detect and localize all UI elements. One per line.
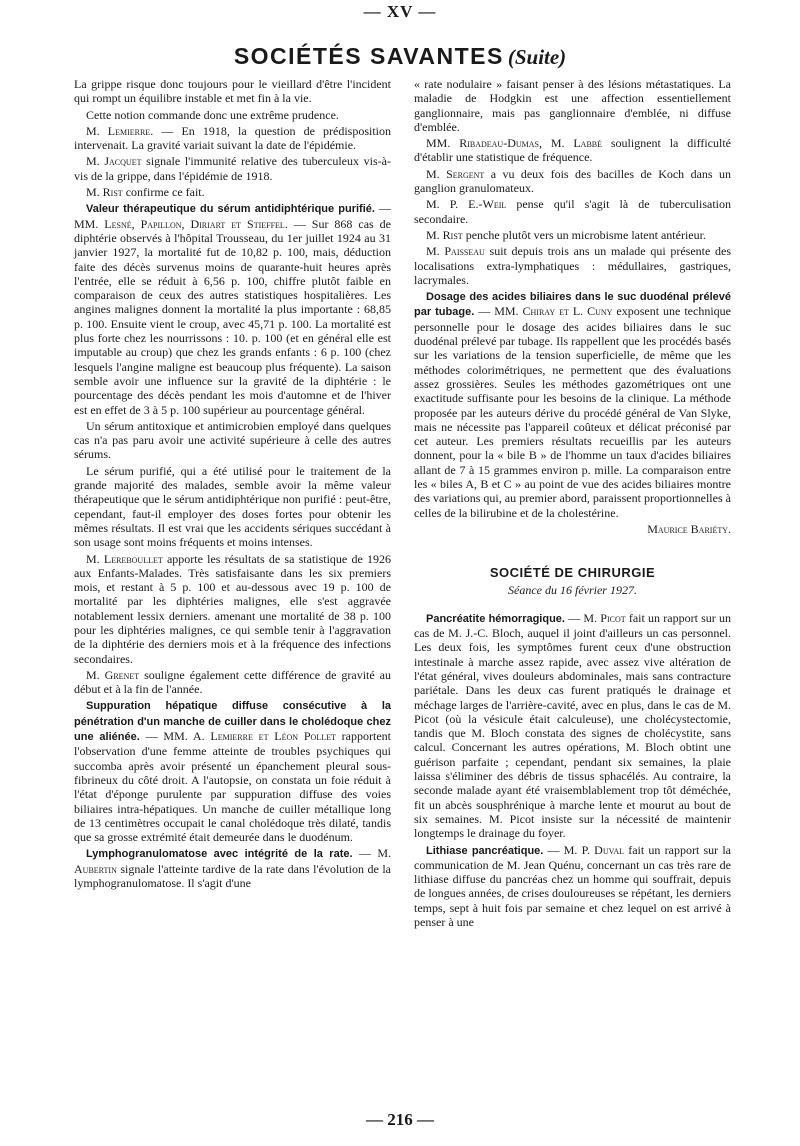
paragraph [414, 228, 731, 242]
article-title: Lithiase pancréatique. [426, 844, 544, 857]
paragraph [414, 136, 731, 165]
article [414, 289, 731, 520]
speaker-name: Aubertin [74, 861, 117, 876]
paragraph-text: suit depuis trois ans un malade qui présente des localisations extra-lymphatiques : médullaires, gastriques, lacrymales. [414, 244, 732, 287]
paragraph [414, 197, 731, 226]
paragraph-text: penche plutôt vers un microbisme latent antérieur. [462, 227, 706, 242]
article [414, 611, 731, 841]
article-text: signale l'atteinte tardive de la rate dans l'évolution de la lymphogranulomatose. Il s'agit d'une [74, 861, 391, 891]
article-title: Lymphogranulomatose avec intégrité de la rate. [86, 848, 353, 861]
speaker-name: M. P. E.-Weil [426, 197, 507, 212]
paragraph-text: confirme ce fait. [122, 185, 205, 200]
article-authors: — M. Picot [564, 610, 626, 625]
speaker-name: M. Rist [86, 185, 123, 200]
paragraph-text: pense qu'il s'agit là de tuberculisation secondaire. [414, 197, 732, 226]
paragraph [74, 552, 391, 666]
speaker-name: M. Lemierre. [86, 123, 154, 138]
article-authors: — MM. A. Lemierre et Léon Pollet [139, 729, 336, 744]
paragraph-text: — En 1918, la question de prédisposition intervenait. La gravité variait suivant la date de l'épidémie. [74, 123, 392, 153]
paragraph: Un sérum antitoxique et antimicrobien employé dans quelques cas n'a pas paru avoir une activité supérieure à celle des autres sérums. [74, 418, 391, 462]
article-text: — Sur 868 cas de diphtérie observés à l'hôpital Trousseau, du 1er juillet 1924 au 31 janvier 1927, la mortalité fut de 10,82 p. 100, mais, déduction faite des décès survenus moins de quarante-huit heures après l'entrée, elle se réduit à 6,56 p. 100, chiffre plutôt faible en comparaison de ceux des autres statistiques hospitalières. Les angines malignes donnent la mortalité la plus importante : 68,85 p. 100. Ensuite vient le croup, avec 45,71 p. 100. La mortalité est plus forte chez les nourrissons : 10. p. 100 (et en général elle est imputable au croup) que chez les grands enfants : 6 p. 100 (chez lesquels l'angine maligne est beaucoup plus fréquente). La saison semble avoir une influence sur la gravité de la diphtérie : le pourcentage des décès pendant les mois d'automne et de l'hiver est en effet de 3 à 5 p. 100 supérieur au pourcentage général. [74, 216, 391, 417]
speaker-name: M. Rist [426, 227, 463, 242]
paragraph [74, 668, 391, 697]
paragraph-text: soulignent la difficulté d'établir une statistique de fréquence. [414, 136, 731, 165]
paragraph: Le sérum purifié, qui a été utilisé pour le traitement de la grande majorité des malades, semble avoir la même valeur thérapeutique que le sérum antidiphtérique non purifié : peut-être, cependant, faut-il employer des doses fortes pour obtenir les mêmes résultats. Il est vrai que les accidents sériques succédant à son usage sont moins fréquents et moins intenses. [74, 463, 391, 550]
paragraph [74, 154, 391, 183]
title-suffix: (Suite) [507, 45, 567, 69]
article-authors: — MM. Chiray et L. Cuny [474, 304, 613, 319]
article [74, 698, 391, 844]
paragraph-text: souligne également cette différence de gravité au début et à la fin de l'année. [74, 667, 392, 697]
page-number: — 216 — [366, 1110, 434, 1129]
article-authors: — MM. Lesné, Papillon, Diriart et Stieffel. [74, 201, 392, 231]
article-text: rapportent l'observation d'une femme atteinte de troubles psychiques qui succomba après avoir présenté un épanchement pleural sous-fibrineux du côté droit. A l'autopsie, on constata un foie réduit à l'état d'éponge purulente par suppuration diffuse des voies biliaires intra-hépatiques. Un manche de cuiller métallique long de 13 centimètres occupait le canal cholédoque très dilaté, tandis que sa grosse extrémité était demeurée dans le duodénum. [74, 729, 391, 845]
paragraph [74, 185, 391, 199]
article-title: Suppuration hépatique diffuse consécutive à la pénétration d'un manche de cuiller dans le cholédoque chez une aliénée. [74, 700, 391, 744]
author-signature: Maurice Bariéty. [647, 521, 731, 536]
title-main: SOCIÉTÉS SAVANTES [233, 43, 504, 69]
speaker-name: M. Sergent [426, 166, 485, 181]
paragraph [414, 167, 731, 196]
paragraph: Cette notion commande donc une extrême prudence. [86, 107, 339, 122]
paragraph-text: signale l'immunité relative des tuberculeux vis-à-vis de la grippe, dans l'épidémie de 1918. [74, 154, 392, 183]
right-column [414, 77, 731, 931]
paragraph [414, 244, 731, 287]
article-title: Pancréatite hémorragique. [426, 612, 565, 625]
paragraph: La grippe risque donc toujours pour le vieillard d'être l'incident qui rompt un équilibre instable et met fin à la vie. [74, 77, 391, 106]
speaker-name: MM. Ribadeau-Dumas, M. Labbé [426, 136, 603, 151]
article [74, 201, 391, 416]
left-column [74, 77, 391, 892]
speaker-name: M. Jacquet [86, 154, 142, 169]
section-heading: SOCIÉTÉ DE CHIRURGIE [489, 565, 656, 581]
session-date: Séance du 16 février 1927. [508, 582, 637, 597]
page-title [0, 43, 800, 70]
paragraph-text: apporte les résultats de sa statistique de 1926 aux Enfants-Malades. Très satisfaisante dans les six premiers mois, et restant à 5 p. 100 et au-dessous avec 19 p. 100 de mortalité par les diphtéries malignes, elle s'est aggravée notablement lessix derniers. amenant une mortalité de 38 p. 100 pour les diphtéries malignes, ce qui semble tenir à l'aggravation de la diphtérie des derniers mois et à la fréquence des infections secondaires. [74, 551, 391, 666]
paragraph [74, 124, 391, 153]
paragraph-text: a vu deux fois des bacilles de Koch dans un ganglion granulomateux. [414, 166, 731, 196]
speaker-name: M. Lereboullet [86, 551, 163, 566]
paragraph: « rate nodulaire » faisant penser à des lésions métastatiques. La maladie de Hodgkin est une affection essentiellement ganglionnaire, mais pas ganglionnaire d'emblée, ni diffuse d'emblée. [414, 77, 731, 134]
article [414, 843, 731, 930]
article-text: — M. [352, 846, 392, 861]
speaker-name: M. Paisseau [426, 244, 485, 259]
article-text: exposent une technique personnelle pour le dosage des acides biliaires dans le suc duodénal prélevé par tubage. Ils rappellent que les procédés basés sur les variations de la tension superficielle, de même que les méthodes colorimétriques, ne permettent que des évaluations assez grossières. Seules les méthodes gazométriques ont une exactitude suffisante pour les besoins de la clinique. La méthode proposée par les auteurs dérive du procédé général de Van Slyke, mais ne nécessite pas l'appareil coûteux et délicat préconisé par cet auteur. Les premiers résultats recueillis par les auteurs donnent, pour la « bile B » de l'homme un taux d'acides biliaires allant de 7 à 15 grammes environ p. mille. La comparaison entre les « biles A, B et C » au point de vue des acides biliaires montre des variations qui, au premier abord, paraissent proportionnelles à celles de la bilirubine et de la cholestérine. [414, 304, 731, 520]
article-text: fait un rapport sur la communication de M. Jean Quénu, concernant un cas très rare de lithiase diffuse du pancréas chez un homme qui souffrait, depuis de longues années, de crises douloureuses se répétant, les derniers temps, sept à huit fois par semaine et chez lequel on est arrivé à penser à une [414, 842, 732, 930]
article-title: Valeur thérapeutique du sérum antidiphtérique purifié. [86, 203, 375, 216]
article-title: Dosage des acides biliaires dans le suc duodénal prélevé par tubage. [414, 291, 731, 319]
article [74, 846, 391, 890]
page-roman-numeral: — XV — [363, 2, 437, 21]
article-authors: — M. P. Duval [543, 842, 625, 857]
speaker-name: M. Grenet [86, 667, 140, 682]
article-text: fait un rapport sur un cas de M. J.-C. Bloch, auquel il joint d'ailleurs un cas personnel. Les deux fois, les symptômes furent ceux d'une obstruction intestinale à marche assez rapide, avec assez vive altération de l'état général, vives douleurs abdominales, mais sans contracture pariétale. Dans les deux cas furent pratiqués le drainage et méchage larges de l'arrière-cavité, avec en plus, dans le cas de M. Picot (où la vésicule était calculeuse), une cholécystectomie, tandis que M. Bloch constata des signes de cholécystite, sans calcul. Concernant les autres opérations, M. Bloch obtint une guérison parfaite ; cependant, pendant six semaines, la plaie laissa s'éliminer des débris de tissus sphacélés. Au contraire, la seconde malade ayant été vraisemblablement trop tôt déméchée, fit un abcès sousphrénique à marche lente et mourut au bout de six semaines. M. Picot insiste sur la nécessité de maintenir longtemps le drainage du foyer. [414, 610, 731, 841]
